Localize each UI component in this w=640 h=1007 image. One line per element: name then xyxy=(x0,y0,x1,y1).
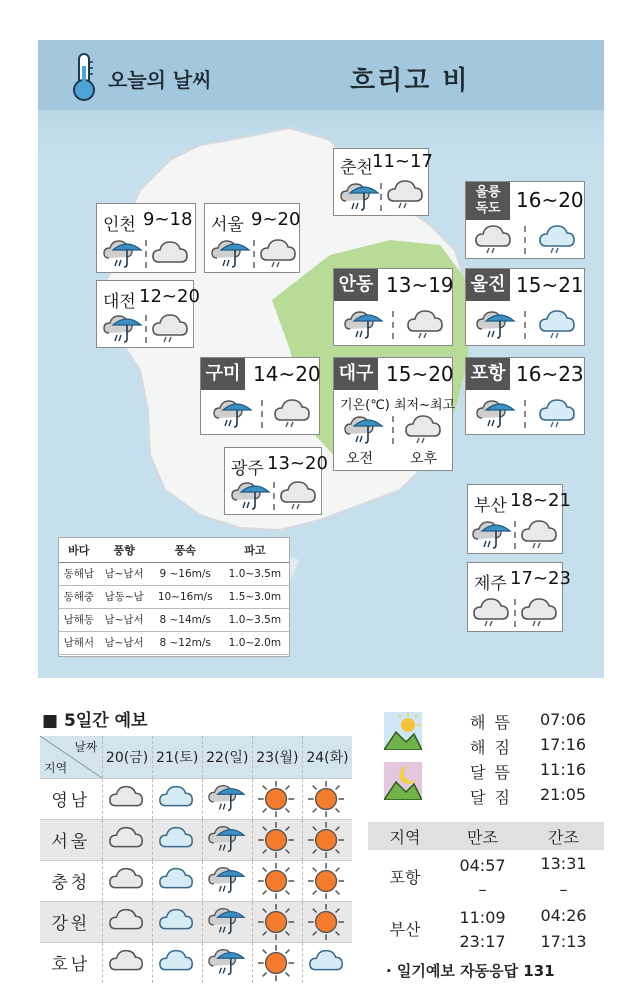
rain-icon xyxy=(208,780,246,818)
pm-label: 오후 xyxy=(410,451,438,467)
cloud-icon xyxy=(151,236,191,270)
city-daegu xyxy=(333,357,456,471)
rain-icon xyxy=(103,236,143,270)
five-day-table xyxy=(40,736,352,983)
city-temp: 9~18 xyxy=(143,209,193,230)
moonrise-time: 11:16 xyxy=(540,760,587,779)
cloud-rain-icon xyxy=(472,595,512,629)
city-name: 제주 xyxy=(474,574,507,594)
forecast-cell xyxy=(302,860,352,901)
cloud-icon xyxy=(108,780,146,818)
city-temp: 15~21 xyxy=(516,273,584,297)
sun-icon xyxy=(258,944,296,982)
table-row xyxy=(59,562,289,585)
table-row xyxy=(40,778,352,819)
table-row xyxy=(40,942,352,983)
tide-cell: – xyxy=(559,879,568,899)
forecast-cell xyxy=(202,942,252,983)
forecast-cell xyxy=(152,819,202,860)
moonset-time: 21:05 xyxy=(540,785,587,804)
rain-icon xyxy=(476,307,516,341)
forecast-cell xyxy=(102,778,152,819)
rain-icon xyxy=(211,236,251,270)
city-tag: 구미 xyxy=(201,358,245,390)
city-name: 춘천 xyxy=(340,158,373,178)
tide-cell: 23:17 xyxy=(459,931,506,951)
city-temp: 18~21 xyxy=(510,490,571,511)
city-andong xyxy=(333,268,453,346)
cloud-rain-icon xyxy=(520,517,560,551)
corner-date-label: 날짜 xyxy=(74,740,98,754)
sea-header: 파고 xyxy=(221,538,289,562)
table-row xyxy=(59,585,289,608)
sea-cell: 9 ~16m/s xyxy=(150,562,221,585)
divider xyxy=(524,400,526,428)
sea-cell: 1.0~2.0m xyxy=(221,631,289,654)
tide-cell: 04:57 xyxy=(459,855,506,875)
corner-region-label: 지역 xyxy=(44,760,68,775)
city-tag: 포항 xyxy=(466,358,510,390)
tide-region: 포항 xyxy=(389,867,421,887)
divider xyxy=(253,240,255,268)
rain-icon xyxy=(476,396,516,430)
blue-rain-icon xyxy=(538,307,578,341)
table-row xyxy=(40,860,352,901)
tide-table xyxy=(368,822,604,954)
cloud-rain-icon xyxy=(386,177,426,211)
region-name: 호남 xyxy=(40,942,102,983)
rain-icon xyxy=(208,903,246,941)
partly-cloudy-icon xyxy=(158,944,196,982)
cloud-icon xyxy=(108,821,146,859)
rain-icon xyxy=(213,396,253,430)
table-row xyxy=(368,850,604,876)
tide-header: 간조 xyxy=(523,822,604,850)
cloud-rain-icon xyxy=(151,311,191,345)
city-gumi xyxy=(200,357,320,435)
day-header: 22(일) xyxy=(202,736,252,778)
divider xyxy=(145,240,147,268)
city-incheon xyxy=(96,203,196,273)
partly-cloudy-icon xyxy=(158,780,196,818)
sea-cell: 8 ~14m/s xyxy=(150,608,221,631)
city-temp: 16~20 xyxy=(516,188,584,212)
sun-icon xyxy=(308,780,346,818)
forecast-cell xyxy=(152,942,202,983)
tide-header-row xyxy=(368,822,604,850)
forecast-cell xyxy=(302,901,352,942)
cloud-rain-icon xyxy=(259,236,299,270)
forecast-cell xyxy=(102,819,152,860)
sun-icon xyxy=(258,903,296,941)
forecast-cell xyxy=(202,901,252,942)
table-row xyxy=(368,902,604,928)
forecast-cell xyxy=(302,819,352,860)
auto-response-line: · 일기예보 자동응답 131 xyxy=(386,962,555,980)
day-header: 23(월) xyxy=(252,736,302,778)
city-tag: 울릉 독도 xyxy=(466,182,510,220)
blue-rain-icon xyxy=(538,396,578,430)
day-header: 20(금) xyxy=(102,736,152,778)
day-header: 24(화) xyxy=(302,736,352,778)
divider xyxy=(514,521,516,549)
rain-icon xyxy=(344,307,384,341)
region-name: 서울 xyxy=(40,819,102,860)
city-temp: 13~19 xyxy=(386,273,454,297)
divider xyxy=(380,183,382,211)
sun-icon xyxy=(308,821,346,859)
partly-cloudy-icon xyxy=(158,903,196,941)
tide-cell: 04:26 xyxy=(540,905,587,925)
city-gwangju xyxy=(224,447,328,515)
cloud-rain-icon xyxy=(273,396,313,430)
city-name: 광주 xyxy=(231,459,264,479)
sunrise-label: 해 뜸 xyxy=(470,713,512,732)
sea-cell: 10~16m/s xyxy=(150,585,221,608)
sun-icon xyxy=(308,903,346,941)
sea-cell: 남~남서 xyxy=(99,608,150,631)
divider xyxy=(524,311,526,339)
rain-icon xyxy=(472,517,512,551)
divider xyxy=(392,311,394,339)
five-day-title: ■ 5일간 예보 xyxy=(42,711,148,731)
city-name: 대전 xyxy=(103,292,136,312)
sunrise-icon xyxy=(384,712,422,750)
city-name: 서울 xyxy=(211,215,244,235)
city-chuncheon xyxy=(333,148,433,216)
partly-cloudy-icon xyxy=(158,862,196,900)
blue-rain-icon xyxy=(538,222,578,256)
region-name: 충청 xyxy=(40,860,102,901)
partly-cloudy-icon xyxy=(158,821,196,859)
cloud-icon xyxy=(108,944,146,982)
am-label: 오전 xyxy=(346,451,374,467)
today-condition: 흐리고 비 xyxy=(350,66,470,96)
forecast-cell xyxy=(202,778,252,819)
divider xyxy=(145,315,147,343)
city-ulleung xyxy=(465,181,585,259)
rain-icon xyxy=(340,179,380,213)
rain-icon xyxy=(208,862,246,900)
sea-forecast-table xyxy=(58,537,290,657)
table-row xyxy=(40,901,352,942)
sea-cell: 1.0~3.5m xyxy=(221,562,289,585)
sea-header: 바다 xyxy=(59,538,99,562)
city-temp: 15~20 xyxy=(386,362,454,386)
region-name: 강원 xyxy=(40,901,102,942)
cloud-rain-icon xyxy=(279,478,319,512)
sea-cell: 8 ~12m/s xyxy=(150,631,221,654)
sea-header: 풍속 xyxy=(150,538,221,562)
forecast-cell xyxy=(102,860,152,901)
city-temp: 17~23 xyxy=(510,568,571,589)
partly-cloudy-icon xyxy=(308,944,346,982)
temp-legend: 기온(℃) 최저~최고 xyxy=(340,398,456,413)
tide-header: 만조 xyxy=(442,822,523,850)
tide-cell: 17:13 xyxy=(540,931,587,951)
tide-cell: 11:09 xyxy=(459,907,506,927)
sea-cell: 1.0~3.5m xyxy=(221,608,289,631)
tide-region: 부산 xyxy=(389,919,421,939)
moonset-label: 달 짐 xyxy=(470,788,512,807)
cloud-icon xyxy=(108,903,146,941)
city-temp: 12~20 xyxy=(139,286,200,307)
city-temp: 14~20 xyxy=(253,362,321,386)
city-uljin xyxy=(465,268,585,346)
cloud-rain-icon xyxy=(474,222,514,256)
sun-icon xyxy=(258,821,296,859)
divider xyxy=(392,416,394,444)
forecast-cell xyxy=(102,942,152,983)
forecast-cell xyxy=(252,860,302,901)
moonrise-icon xyxy=(384,762,422,800)
rain-icon xyxy=(103,311,143,345)
moonrise-label: 달 뜸 xyxy=(470,763,512,782)
sea-cell: 남해서 xyxy=(59,631,99,654)
sun-icon xyxy=(258,780,296,818)
sea-header: 풍향 xyxy=(99,538,150,562)
today-title: 오늘의 날씨 xyxy=(108,68,212,92)
forecast-cell xyxy=(202,819,252,860)
cloud-icon xyxy=(108,862,146,900)
divider xyxy=(261,400,263,428)
forecast-cell xyxy=(152,778,202,819)
forecast-cell xyxy=(102,901,152,942)
city-seoul xyxy=(204,203,300,273)
table-row xyxy=(40,819,352,860)
tide-cell: 13:31 xyxy=(540,853,587,873)
region-name: 영남 xyxy=(40,778,102,819)
rain-icon xyxy=(208,944,246,982)
tide-cell: – xyxy=(478,879,487,899)
forecast-cell xyxy=(252,819,302,860)
city-tag: 대구 xyxy=(334,358,378,390)
sunset-label: 해 짐 xyxy=(470,738,512,757)
city-temp: 11~17 xyxy=(372,151,433,172)
sunrise-time: 07:06 xyxy=(540,710,587,729)
forecast-header-row xyxy=(40,736,352,778)
divider xyxy=(273,482,275,510)
city-busan xyxy=(467,484,571,554)
sunset-time: 17:16 xyxy=(540,735,587,754)
forecast-cell xyxy=(152,901,202,942)
city-name: 부산 xyxy=(474,496,507,516)
rain-icon xyxy=(344,412,384,446)
forecast-cell xyxy=(302,778,352,819)
forecast-cell xyxy=(202,860,252,901)
sea-cell: 1.5~3.0m xyxy=(221,585,289,608)
rain-icon xyxy=(208,821,246,859)
city-tag: 안동 xyxy=(334,269,378,301)
sea-cell: 남~남서 xyxy=(99,562,150,585)
city-jeju xyxy=(467,562,571,632)
corner-cell xyxy=(40,736,102,778)
cloud-rain-icon xyxy=(406,307,446,341)
sea-cell: 동해남 xyxy=(59,562,99,585)
city-temp: 9~20 xyxy=(251,209,301,230)
cloud-rain-icon xyxy=(520,595,560,629)
city-name: 인천 xyxy=(103,215,136,235)
cloud-rain-icon xyxy=(404,412,444,446)
city-tag: 울진 xyxy=(466,269,510,301)
forecast-cell xyxy=(252,778,302,819)
day-header: 21(토) xyxy=(152,736,202,778)
sea-cell: 동해중 xyxy=(59,585,99,608)
sea-cell: 남~남서 xyxy=(99,631,150,654)
table-row xyxy=(59,608,289,631)
sea-cell: 남해동 xyxy=(59,608,99,631)
divider xyxy=(514,599,516,627)
sea-cell: 남동~남 xyxy=(99,585,150,608)
city-temp: 13~20 xyxy=(267,453,328,474)
city-daejeon xyxy=(96,280,200,348)
city-temp: 16~23 xyxy=(516,362,584,386)
forecast-cell xyxy=(152,860,202,901)
forecast-cell xyxy=(252,942,302,983)
divider xyxy=(524,226,526,254)
forecast-cell xyxy=(302,942,352,983)
rain-icon xyxy=(231,478,271,512)
tide-header: 지역 xyxy=(368,822,442,850)
table-row xyxy=(59,631,289,654)
city-pohang xyxy=(465,357,585,435)
forecast-cell xyxy=(252,901,302,942)
sun-icon xyxy=(258,862,296,900)
sun-icon xyxy=(308,862,346,900)
sea-header-row xyxy=(59,538,289,562)
